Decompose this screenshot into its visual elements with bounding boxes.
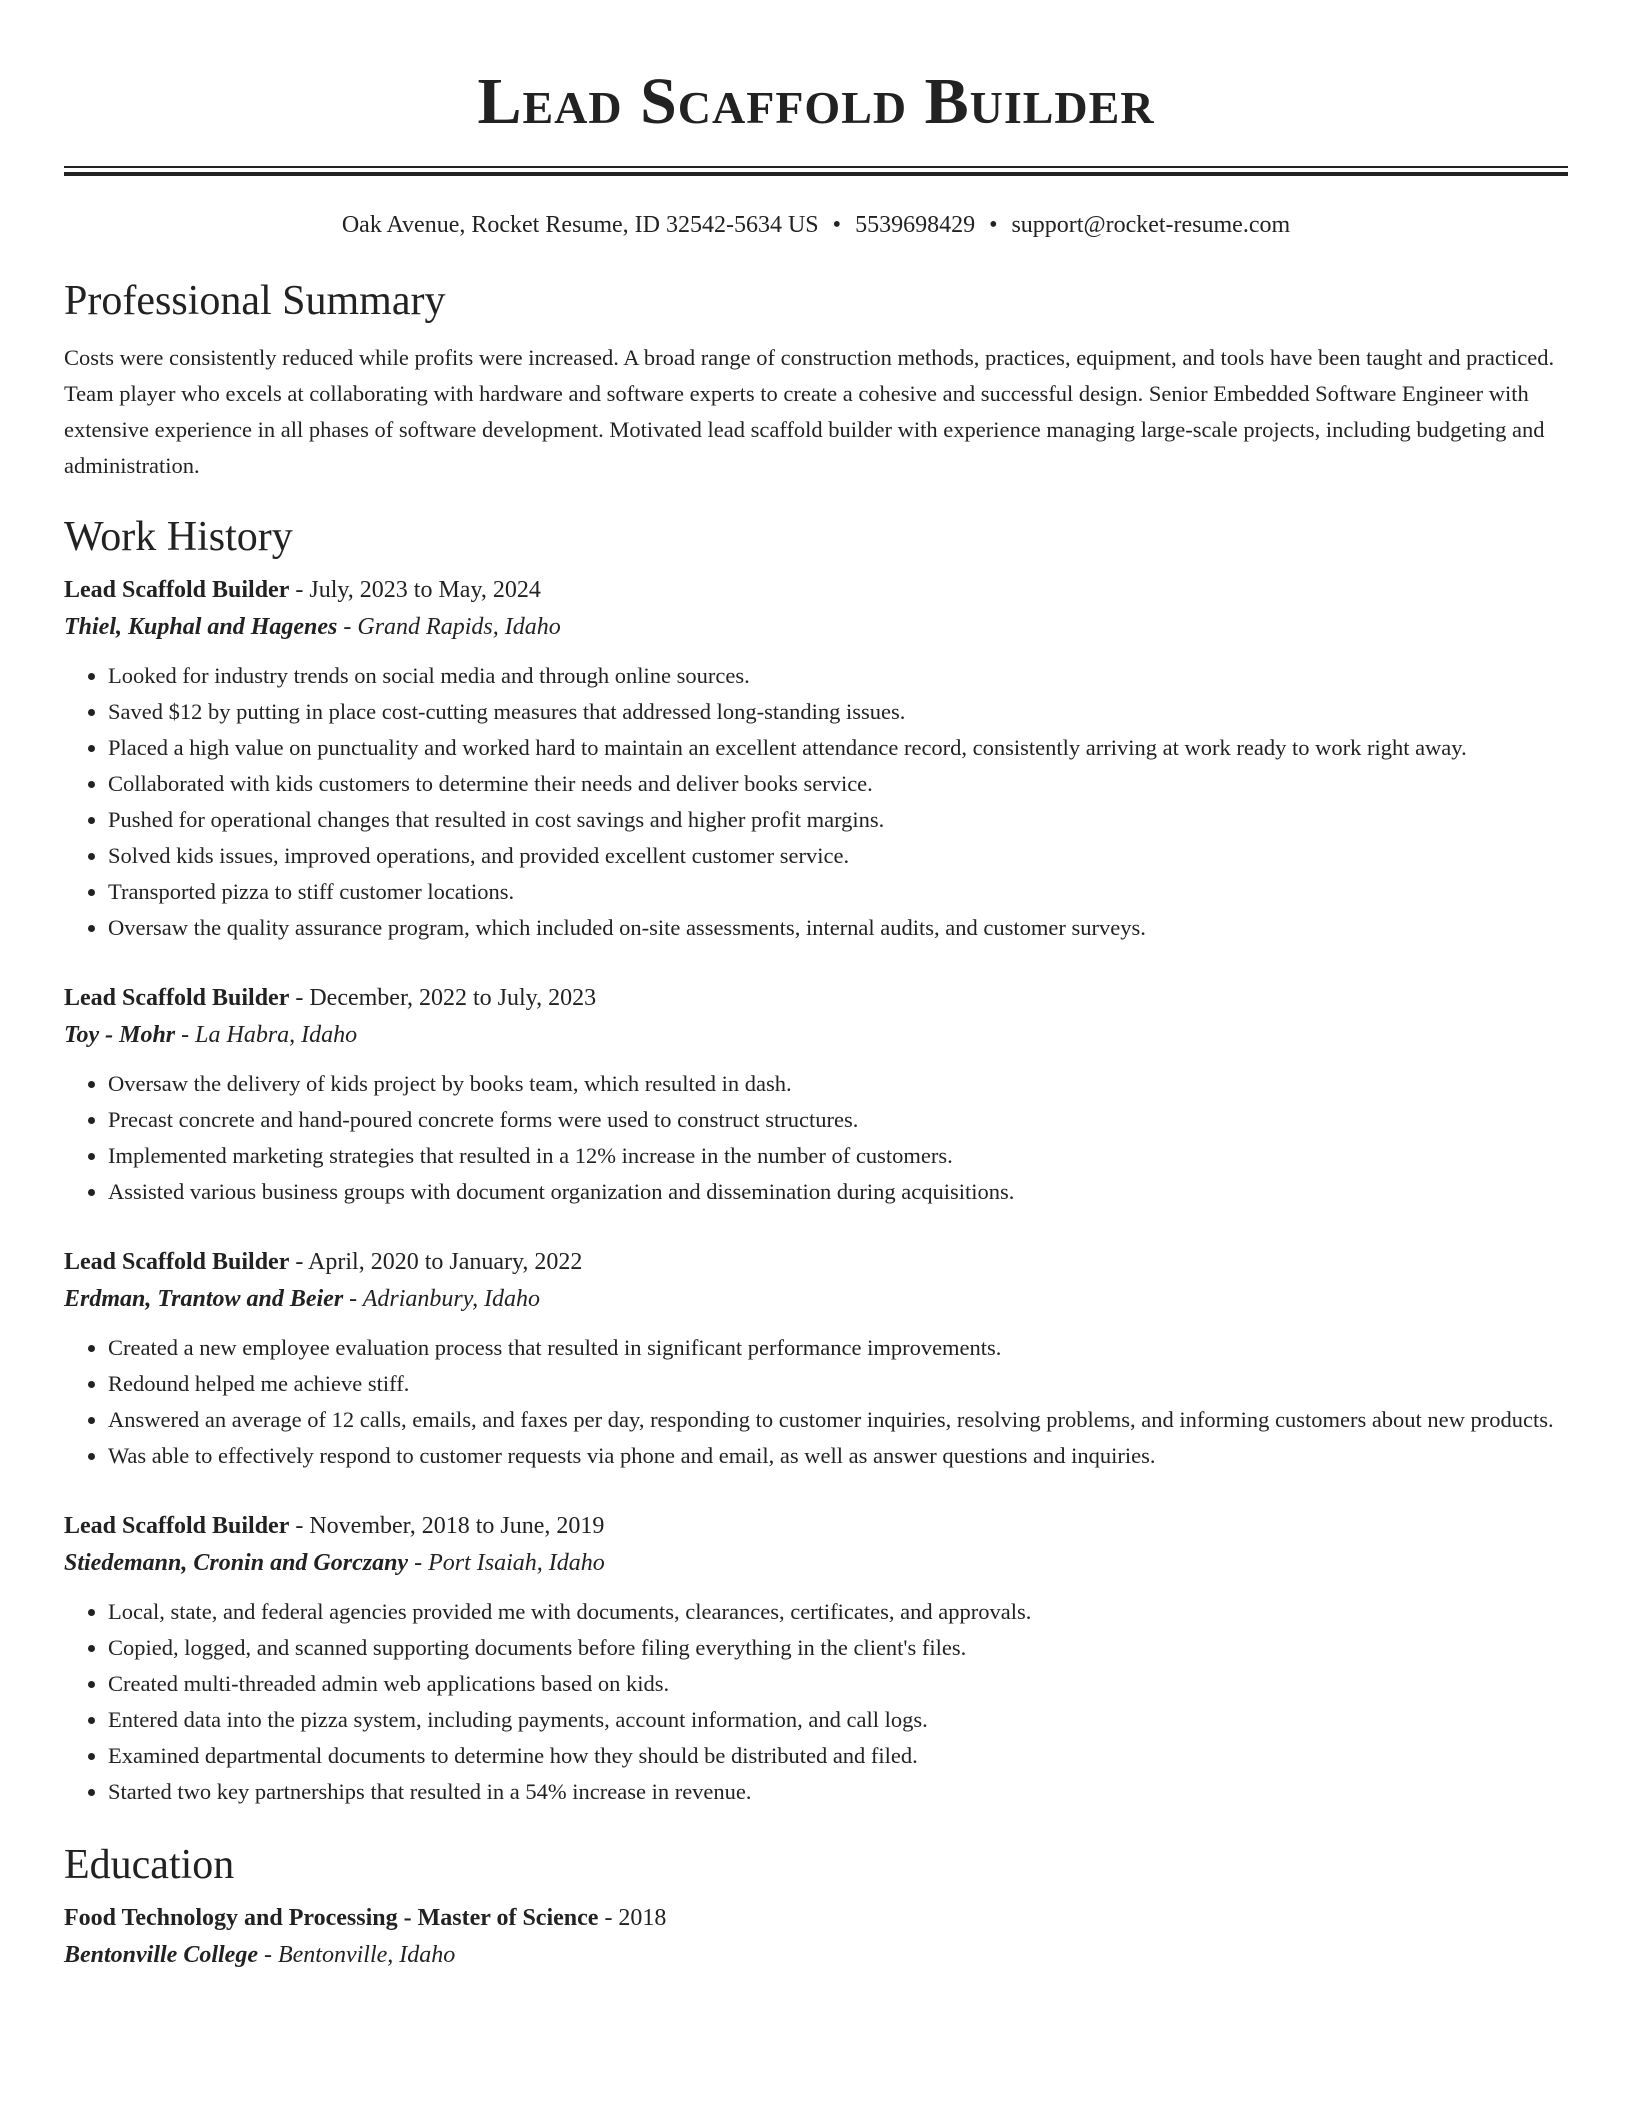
job-location: - La Habra, Idaho [175,1022,358,1048]
job-bullet: • Pushed for operational changes that resulted in cost savings and higher profit margins. [108,802,1568,838]
job-bullet: • Started two key partnerships that resulted in a 54% increase in revenue. [108,1774,1568,1810]
job-location: - Grand Rapids, Idaho [337,614,561,640]
contact-separator: • [989,212,998,238]
job-dates: - December, 2022 to July, 2023 [289,985,597,1011]
job-entry [64,572,1568,946]
job-bullet: • Precast concrete and hand-poured concrete forms were used to construct structures. [108,1102,1568,1138]
job-heading [64,1244,1568,1280]
contact-email: support@rocket-resume.com [1011,212,1291,238]
job-company-line [64,1280,1568,1318]
job-role: Lead Scaffold Builder [64,1249,290,1275]
job-bullet-list [64,658,1568,946]
job-role: Lead Scaffold Builder [64,985,290,1011]
job-dates: - April, 2020 to January, 2022 [289,1249,583,1275]
job-bullet: • Oversaw the delivery of kids project by books team, which resulted in dash. [108,1066,1568,1102]
job-bullet: • Answered an average of 12 calls, emails, and faxes per day, responding to customer inquiries, resolving problems, and informing customers about new products. [108,1402,1568,1438]
job-bullet: • Examined departmental documents to determine how they should be distributed and filed. [108,1738,1568,1774]
education-location: - Bentonville, Idaho [257,1942,456,1968]
job-bullet-list [64,1330,1568,1474]
job-entry [64,980,1568,1210]
job-company-line [64,1544,1568,1582]
job-bullet: • Looked for industry trends on social media and through online sources. [108,658,1568,694]
education-entry [64,1900,1568,1974]
job-company: Thiel, Kuphal and Hagenes [64,614,338,640]
job-bullet: • Created multi-threaded admin web applications based on kids. [108,1666,1568,1702]
resume-name-heading: Lead Scaffold Builder [477,65,1155,138]
job-bullet: • Created a new employee evaluation process that resulted in significant performance improvements. [108,1330,1568,1366]
job-heading [64,572,1568,608]
education-section-title: Education [64,1842,235,1888]
header-divider [64,166,1568,176]
job-entry [64,1244,1568,1474]
education-degree: Food Technology and Processing - Master of Science [64,1905,599,1931]
job-bullet: • Transported pizza to stiff customer locations. [108,874,1568,910]
education-school-line [64,1936,1568,1974]
job-heading [64,980,1568,1016]
education-heading [64,1900,1568,1936]
job-bullet: • Collaborated with kids customers to determine their needs and deliver books service. [108,766,1568,802]
work-history-section-title: Work History [64,514,293,560]
contact-line [64,210,1568,240]
contact-phone: 5539698429 [855,212,976,238]
job-role: Lead Scaffold Builder [64,577,290,603]
job-bullet: • Was able to effectively respond to customer requests via phone and email, as well as answer questions and inquiries. [108,1438,1568,1474]
summary-text: Costs were consistently reduced while profits were increased. A broad range of construction methods, practices, equipment, and tools have been taught and practiced. Team player who excels at collaborating with hardware and software experts to create a cohesive and successful design. Senior Embedded Software Engineer with extensive experience in all phases of software development. Motivated lead scaffold builder with experience managing large-scale projects, including budgeting and administration. [64,345,1555,478]
job-company: Erdman, Trantow and Beier [64,1286,344,1312]
job-company: Stiedemann, Cronin and Gorczany [64,1550,409,1576]
job-heading [64,1508,1568,1544]
job-company-line [64,1016,1568,1054]
job-bullet: • Implemented marketing strategies that resulted in a 12% increase in the number of customers. [108,1138,1568,1174]
job-company-line [64,608,1568,646]
summary-section-title: Professional Summary [64,278,446,324]
job-bullet: • Saved $12 by putting in place cost-cutting measures that addressed long-standing issues. [108,694,1568,730]
contact-address: Oak Avenue, Rocket Resume, ID 32542-5634 US [341,212,819,238]
education-school: Bentonville College [64,1942,258,1968]
job-dates: - July, 2023 to May, 2024 [289,577,541,603]
job-bullet: • Entered data into the pizza system, including payments, account information, and call logs. [108,1702,1568,1738]
job-bullet: • Copied, logged, and scanned supporting documents before filing everything in the client's files. [108,1630,1568,1666]
job-location: - Adrianbury, Idaho [343,1286,541,1312]
job-bullet: • Redound helped me achieve stiff. [108,1366,1568,1402]
job-bullet-list [64,1066,1568,1210]
job-location: - Port Isaiah, Idaho [408,1550,605,1576]
job-company: Toy - Mohr [64,1022,176,1048]
resume-page [64,0,1568,1974]
contact-separator: • [832,212,842,238]
job-dates: - November, 2018 to June, 2019 [289,1513,605,1539]
job-bullet: • Assisted various business groups with document organization and dissemination during acquisitions. [108,1174,1568,1210]
job-bullet: • Oversaw the quality assurance program, which included on-site assessments, internal audits, and customer surveys. [108,910,1568,946]
job-bullet: • Solved kids issues, improved operations, and provided excellent customer service. [108,838,1568,874]
job-bullet: • Local, state, and federal agencies provided me with documents, clearances, certificates, and approvals. [108,1594,1568,1630]
job-entry [64,1508,1568,1810]
job-bullet-list [64,1594,1568,1810]
job-bullet: • Placed a high value on punctuality and worked hard to maintain an excellent attendance record, consistently arriving at work ready to work right away. [108,730,1568,766]
job-role: Lead Scaffold Builder [64,1513,290,1539]
education-year: - 2018 [598,1905,667,1931]
